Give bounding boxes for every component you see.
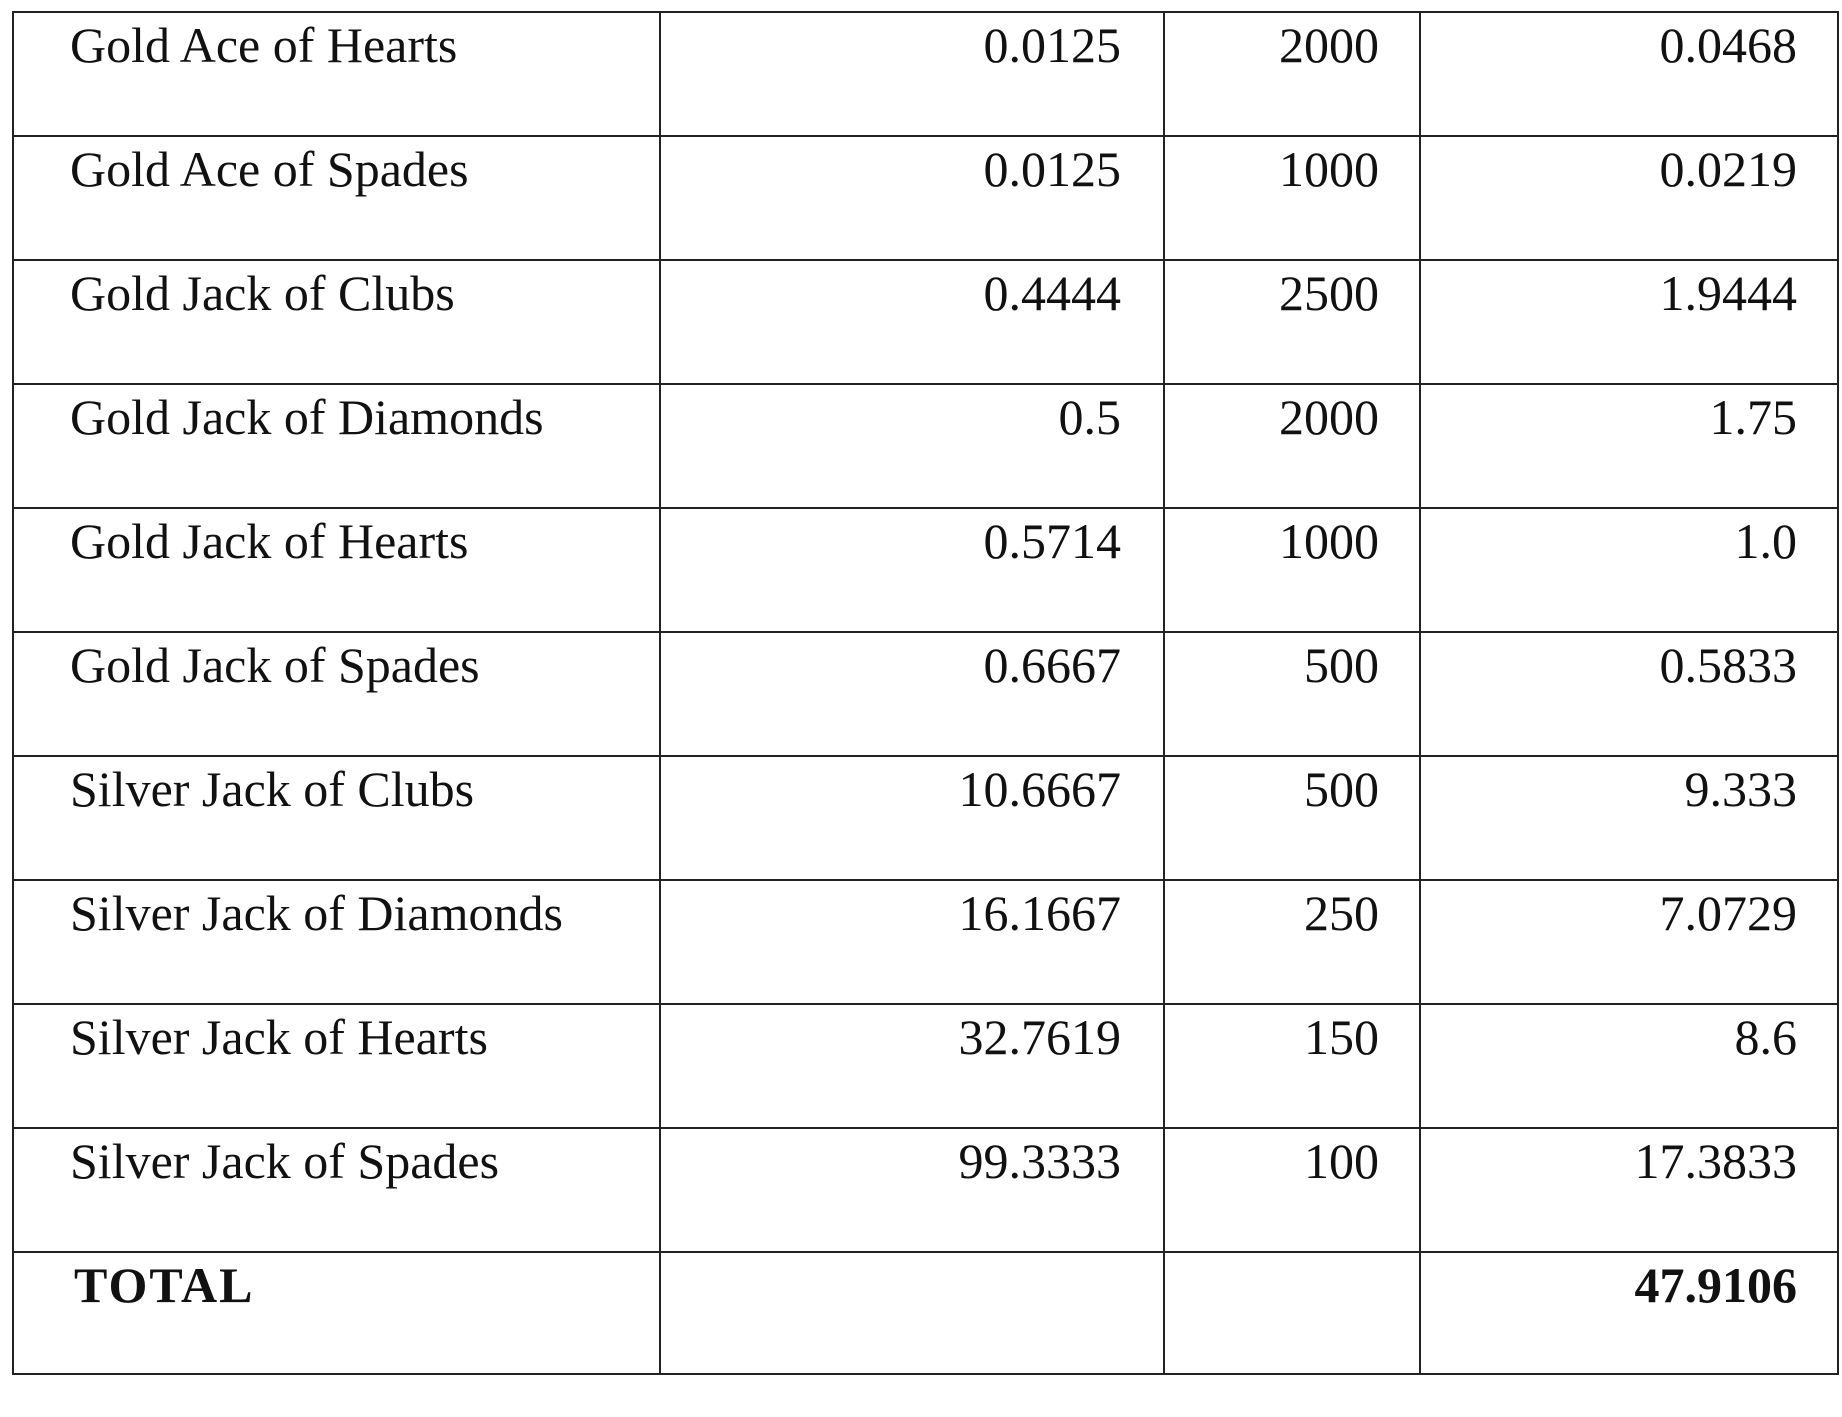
row-value-cell: 2000 bbox=[1164, 384, 1420, 508]
row-value-cell: 0.6667 bbox=[660, 632, 1164, 756]
row-value-cell: 9.333 bbox=[1420, 756, 1838, 880]
row-value-cell: 16.1667 bbox=[660, 880, 1164, 1004]
row-value-cell: 2000 bbox=[1164, 12, 1420, 136]
row-value-cell: 2500 bbox=[1164, 260, 1420, 384]
row-value-cell: 1.75 bbox=[1420, 384, 1838, 508]
row-value-cell: 0.4444 bbox=[660, 260, 1164, 384]
row-name-cell: Gold Jack of Diamonds bbox=[13, 384, 660, 508]
row-name-cell: Gold Ace of Spades bbox=[13, 136, 660, 260]
total-empty-cell bbox=[660, 1252, 1164, 1374]
table-row bbox=[13, 1004, 1838, 1128]
row-value-cell: 0.0125 bbox=[660, 136, 1164, 260]
data-table bbox=[12, 11, 1839, 1375]
table-row bbox=[13, 260, 1838, 384]
row-name-cell: Gold Jack of Spades bbox=[13, 632, 660, 756]
row-value-cell: 7.0729 bbox=[1420, 880, 1838, 1004]
row-value-cell: 17.3833 bbox=[1420, 1128, 1838, 1252]
row-value-cell: 1000 bbox=[1164, 508, 1420, 632]
total-value: 47.9106 bbox=[1420, 1252, 1838, 1374]
total-label: TOTAL bbox=[13, 1252, 660, 1374]
table-row bbox=[13, 384, 1838, 508]
total-empty-cell bbox=[1164, 1252, 1420, 1374]
table-row bbox=[13, 880, 1838, 1004]
table-row bbox=[13, 12, 1838, 136]
row-value-cell: 32.7619 bbox=[660, 1004, 1164, 1128]
row-value-cell: 250 bbox=[1164, 880, 1420, 1004]
row-value-cell: 150 bbox=[1164, 1004, 1420, 1128]
table-row bbox=[13, 632, 1838, 756]
row-value-cell: 0.5 bbox=[660, 384, 1164, 508]
row-value-cell: 0.5714 bbox=[660, 508, 1164, 632]
row-value-cell: 1.0 bbox=[1420, 508, 1838, 632]
table-row bbox=[13, 136, 1838, 260]
row-name-cell: Silver Jack of Clubs bbox=[13, 756, 660, 880]
table-row bbox=[13, 1128, 1838, 1252]
row-value-cell: 500 bbox=[1164, 632, 1420, 756]
row-value-cell: 100 bbox=[1164, 1128, 1420, 1252]
row-name-cell: Silver Jack of Spades bbox=[13, 1128, 660, 1252]
table-row bbox=[13, 508, 1838, 632]
row-value-cell: 0.0468 bbox=[1420, 12, 1838, 136]
row-value-cell: 10.6667 bbox=[660, 756, 1164, 880]
row-value-cell: 1.9444 bbox=[1420, 260, 1838, 384]
row-name-cell: Silver Jack of Hearts bbox=[13, 1004, 660, 1128]
total-row bbox=[13, 1252, 1838, 1374]
row-name-cell: Gold Jack of Clubs bbox=[13, 260, 660, 384]
row-value-cell: 0.5833 bbox=[1420, 632, 1838, 756]
row-value-cell: 0.0219 bbox=[1420, 136, 1838, 260]
row-name-cell: Silver Jack of Diamonds bbox=[13, 880, 660, 1004]
row-value-cell: 1000 bbox=[1164, 136, 1420, 260]
row-value-cell: 0.0125 bbox=[660, 12, 1164, 136]
row-name-cell: Gold Jack of Hearts bbox=[13, 508, 660, 632]
row-value-cell: 99.3333 bbox=[660, 1128, 1164, 1252]
row-value-cell: 500 bbox=[1164, 756, 1420, 880]
row-value-cell: 8.6 bbox=[1420, 1004, 1838, 1128]
row-name-cell: Gold Ace of Hearts bbox=[13, 12, 660, 136]
table-row bbox=[13, 756, 1838, 880]
